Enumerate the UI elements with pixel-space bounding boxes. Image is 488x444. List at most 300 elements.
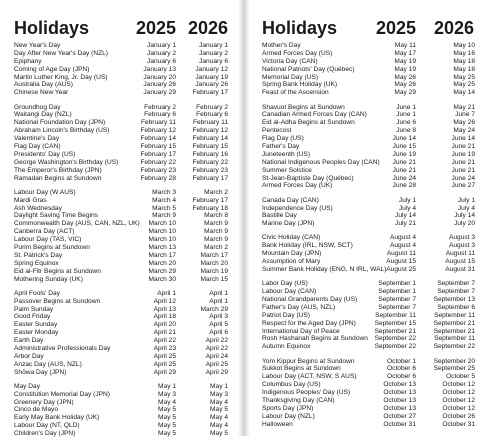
date-2026: June 7: [455, 111, 475, 119]
date-2025: September 15: [374, 319, 416, 327]
date-2026: February 17: [192, 89, 228, 97]
date-2025: August 15: [386, 258, 416, 266]
holiday-name: Labour Day (TAS, VIC): [14, 236, 82, 244]
holiday-name: Mountain Day (JPN): [262, 250, 322, 258]
holiday-name: Australia Day (AUS): [14, 81, 73, 89]
date-2025: February 17: [140, 150, 176, 158]
holiday-row: [0, 422, 240, 430]
holiday-row: [248, 111, 488, 119]
holiday-row: [0, 252, 240, 260]
holiday-row: [248, 304, 488, 312]
holiday-name: Flag Day (CAN): [14, 142, 61, 150]
holiday-row: [0, 228, 240, 236]
date-2026: May 25: [453, 73, 475, 81]
date-2026: May 16: [453, 49, 475, 57]
date-2026: March 8: [204, 212, 228, 220]
holiday-row: [0, 361, 240, 369]
holiday-row: [0, 406, 240, 414]
date-2025: February 15: [140, 142, 176, 150]
holiday-name: Autumn Equinox: [262, 343, 311, 351]
year-2025-heading: 2025: [135, 18, 176, 38]
holiday-row: [0, 414, 240, 422]
date-2025: June 1: [396, 111, 416, 119]
date-2026: February 14: [192, 135, 228, 143]
date-2025: May 17: [394, 49, 416, 57]
holiday-name: Groundhog Day: [14, 103, 61, 111]
holiday-row: [0, 329, 240, 337]
holiday-name: Abraham Lincoln's Birthday (US): [14, 127, 110, 135]
holiday-group: [0, 42, 240, 97]
holiday-name: Bank Holiday (IRL, NSW, SCT): [262, 242, 353, 250]
date-2025: February 28: [140, 174, 176, 182]
holiday-name: Shōwa Day (JPN): [14, 368, 67, 376]
holiday-row: [0, 353, 240, 361]
date-2025: August 4: [389, 234, 416, 242]
date-2026: October 5: [446, 373, 475, 381]
holiday-name: Pentecost: [262, 127, 292, 135]
date-2026: May 1: [210, 382, 228, 390]
holiday-row: [0, 175, 240, 183]
date-2026: March 2: [204, 188, 228, 196]
date-2025: May 26: [394, 73, 416, 81]
holiday-row: [0, 391, 240, 399]
year-2026-heading: 2026: [433, 18, 474, 38]
date-2025: August 4: [389, 242, 416, 250]
holiday-row: [0, 127, 240, 135]
date-2026: April 22: [205, 344, 228, 352]
holiday-name: Spring Equinox: [14, 259, 59, 267]
date-2026: January 2: [199, 49, 228, 57]
holiday-row: [0, 111, 240, 119]
holiday-name: Sports Day (JPN): [262, 404, 314, 412]
date-2025: September 7: [378, 296, 416, 304]
holiday-name: Armed Forces Day (US): [262, 49, 333, 57]
date-2026: June 14: [451, 135, 475, 143]
holiday-row: [0, 135, 240, 143]
holiday-name: Juneteenth (US): [262, 150, 311, 158]
date-2026: April 1: [209, 297, 228, 305]
date-2026: September 6: [437, 303, 475, 311]
holiday-group: [0, 290, 240, 377]
holiday-row: [0, 321, 240, 329]
holiday-name: Rosh Hashanah Begins at Sundown: [262, 335, 368, 343]
date-2026: May 18: [453, 65, 475, 73]
date-2026: July 20: [454, 220, 475, 228]
holiday-name: National Grandparents Day (US): [262, 296, 358, 304]
holiday-row: [248, 365, 488, 373]
date-2025: May 19: [394, 57, 416, 65]
holiday-name: National Patriots' Day (Québec): [262, 65, 355, 73]
date-2025: March 17: [148, 251, 176, 259]
date-2025: January 13: [143, 65, 176, 73]
date-2026: January 12: [195, 65, 228, 73]
date-2025: January 1: [147, 42, 176, 49]
holiday-name: Valentine's Day: [14, 135, 60, 143]
date-2025: April 25: [153, 352, 176, 360]
holiday-row: [0, 430, 240, 438]
holiday-row: [0, 298, 240, 306]
holiday-row: [248, 205, 488, 213]
date-2025: April 25: [153, 360, 176, 368]
date-2026: January 26: [195, 81, 228, 89]
holiday-row: [248, 50, 488, 58]
holiday-row: [248, 66, 488, 74]
date-2025: February 6: [144, 111, 176, 119]
date-2026: October 31: [442, 420, 475, 428]
date-2026: March 15: [200, 275, 228, 283]
holiday-name: Canberra Day (ACT): [14, 228, 75, 236]
holiday-group: [0, 104, 240, 183]
holiday-row: [0, 260, 240, 268]
date-2026: April 1: [209, 289, 228, 297]
date-2025: October 6: [387, 365, 416, 373]
holiday-name: Epiphany: [14, 57, 42, 65]
date-2026: March 9: [204, 220, 228, 228]
holiday-name: Good Friday: [14, 313, 51, 321]
holiday-row: [0, 81, 240, 89]
date-2025: May 29: [394, 89, 416, 97]
date-2025: September 7: [378, 303, 416, 311]
date-2025: June 21: [392, 158, 416, 166]
page-title: Holidays: [14, 18, 90, 38]
date-2026: October 12: [442, 381, 475, 389]
date-2025: October 1: [387, 357, 416, 365]
holiday-group: [0, 383, 240, 438]
date-2026: January 6: [199, 57, 228, 65]
holiday-row: [248, 234, 488, 242]
holiday-row: [0, 50, 240, 58]
date-2026: July 4: [457, 204, 475, 212]
date-2025: April 22: [153, 337, 176, 345]
holiday-row: [248, 119, 488, 127]
date-2025: May 5: [158, 430, 176, 438]
date-2025: January 26: [143, 81, 176, 89]
holiday-name: Labour Day (CAN): [262, 288, 317, 296]
date-2026: May 21: [453, 103, 475, 111]
date-2025: February 22: [140, 158, 176, 166]
holiday-row: [248, 182, 488, 190]
holiday-row: [0, 74, 240, 82]
holiday-name: Summer Solstice: [262, 166, 312, 174]
holiday-list-left: [0, 42, 240, 444]
holiday-row: [248, 405, 488, 413]
date-2025: August 25: [386, 266, 416, 274]
date-2026: February 6: [196, 111, 228, 119]
holiday-name: Anzac Day (AUS, NZL): [14, 360, 82, 368]
page-title: Holidays: [262, 18, 338, 38]
holiday-row: [248, 159, 488, 167]
holiday-row: [248, 421, 488, 429]
date-2026: September 11: [434, 335, 475, 343]
date-2025: January 6: [147, 57, 176, 65]
holiday-row: [0, 205, 240, 213]
date-2026: February 17: [192, 174, 228, 182]
date-2026: February 16: [192, 150, 228, 158]
holiday-name: Feast of the Ascension: [262, 89, 329, 97]
holiday-name: New Year's Day: [14, 42, 61, 49]
holiday-name: Flag Day (US): [262, 135, 304, 143]
date-2025: January 29: [143, 89, 176, 97]
date-2025: April 21: [153, 329, 176, 337]
holiday-name: Easter Monday: [14, 329, 59, 337]
date-2025: June 15: [392, 142, 416, 150]
date-2025: October 27: [383, 412, 416, 420]
date-2025: June 19: [392, 150, 416, 158]
holiday-row: [248, 280, 488, 288]
holiday-row: [248, 220, 488, 228]
holiday-row: [0, 313, 240, 321]
holiday-row: [0, 143, 240, 151]
date-2026: April 3: [209, 313, 228, 321]
date-2026: March 19: [200, 267, 228, 275]
holiday-group: [248, 197, 488, 229]
holiday-name: National Indigenous Peoples Day (CAN): [262, 158, 380, 166]
holiday-name: International Day of Peace: [262, 327, 340, 335]
date-2025: May 11: [394, 42, 416, 49]
holiday-name: Columbus Day (US): [262, 381, 321, 389]
left-header: [0, 18, 240, 42]
date-2026: September 11: [434, 311, 475, 319]
date-2026: May 24: [453, 127, 475, 135]
date-2025: June 6: [396, 119, 416, 127]
date-2025: April 29: [153, 368, 176, 376]
left-page: [0, 0, 240, 436]
date-2026: September 7: [437, 288, 475, 296]
date-2026: September 13: [433, 296, 475, 304]
holiday-name: Armed Forces Day (UK): [262, 182, 333, 190]
date-2026: August 15: [445, 258, 475, 266]
holiday-row: [248, 81, 488, 89]
holiday-group: [248, 42, 488, 97]
date-2025: October 31: [383, 420, 416, 428]
holiday-name: National Foundation Day (JPN): [14, 119, 106, 127]
date-2026: October 12: [442, 404, 475, 412]
date-2025: June 21: [392, 166, 416, 174]
date-2026: March 9: [204, 228, 228, 236]
holiday-group: [248, 280, 488, 351]
date-2025: September 1: [378, 280, 416, 288]
holiday-name: Labor Day (US): [262, 280, 308, 288]
holiday-row: [248, 381, 488, 389]
date-2026: October 12: [442, 389, 475, 397]
date-2026: June 21: [451, 142, 475, 150]
holiday-name: Purim Begins at Sundown: [14, 243, 90, 251]
holiday-row: [248, 373, 488, 381]
holiday-row: [0, 89, 240, 97]
date-2026: May 18: [453, 57, 475, 65]
holiday-name: Mardi Gras: [14, 196, 47, 204]
holiday-name: Martin Luther King, Jr. Day (US): [14, 73, 108, 81]
year-2025-heading: 2025: [375, 18, 416, 38]
holiday-name: Administrative Professionals Day: [14, 344, 111, 352]
date-2025: July 4: [398, 204, 416, 212]
date-2026: February 12: [192, 127, 228, 135]
date-2025: February 14: [140, 135, 176, 143]
holiday-name: Cinco de Mayo: [14, 406, 58, 414]
holiday-row: [248, 328, 488, 336]
date-2026: August 3: [448, 234, 475, 242]
holiday-name: George Washington's Birthday (US): [14, 158, 119, 166]
holiday-row: [248, 343, 488, 351]
date-2025: March 3: [152, 188, 176, 196]
date-2026: February 18: [192, 204, 228, 212]
date-2025: October 13: [383, 404, 416, 412]
date-2026: September 21: [433, 327, 475, 335]
date-2026: August 11: [445, 250, 475, 258]
date-2026: May 26: [453, 119, 475, 127]
holiday-row: [0, 151, 240, 159]
holiday-group: [0, 189, 240, 284]
date-2026: September 20: [433, 357, 475, 365]
date-2025: June 8: [396, 127, 416, 135]
holiday-row: [0, 290, 240, 298]
holiday-name: Assumption of Mary: [262, 258, 321, 266]
holiday-row: [248, 143, 488, 151]
holiday-row: [248, 58, 488, 66]
holiday-row: [248, 151, 488, 159]
holiday-name: Palm Sunday: [14, 305, 54, 313]
holiday-name: Mothering Sunday (UK): [14, 275, 83, 283]
date-2025: July 1: [398, 196, 416, 204]
holiday-name: Respect for the Aged Day (JPN): [262, 319, 356, 327]
holiday-row: [0, 189, 240, 197]
date-2025: March 13: [148, 243, 176, 251]
holiday-row: [0, 119, 240, 127]
holiday-name: Earth Day: [14, 337, 44, 345]
holiday-row: [0, 276, 240, 284]
date-2025: May 26: [394, 81, 416, 89]
date-2025: May 3: [158, 390, 176, 398]
year-2026-heading: 2026: [187, 18, 228, 38]
holiday-row: [248, 312, 488, 320]
date-2026: May 25: [453, 81, 475, 89]
date-2025: March 30: [148, 275, 176, 283]
date-2025: September 22: [374, 343, 416, 351]
date-2025: October 13: [383, 389, 416, 397]
holiday-row: [248, 175, 488, 183]
date-2025: May 5: [158, 406, 176, 414]
holiday-name: Spring Bank Holiday (UK): [262, 81, 338, 89]
date-2026: September 7: [437, 280, 475, 288]
holiday-name: Labour Day (NT, QLD): [14, 422, 80, 430]
holiday-row: [248, 167, 488, 175]
date-2026: April 6: [209, 329, 228, 337]
date-2025: July 21: [395, 220, 416, 228]
date-2025: April 20: [153, 321, 176, 329]
date-2025: February 2: [144, 103, 176, 111]
date-2026: January 19: [195, 73, 228, 81]
date-2025: March 10: [148, 220, 176, 228]
holiday-row: [0, 197, 240, 205]
holiday-row: [248, 74, 488, 82]
date-2026: August 31: [445, 266, 475, 274]
date-2025: March 10: [148, 236, 176, 244]
date-2026: May 4: [210, 422, 228, 430]
date-2025: April 1: [157, 289, 176, 297]
date-2026: February 23: [192, 166, 228, 174]
holiday-row: [0, 345, 240, 353]
holiday-name: Father's Day (AUS, NZL): [262, 303, 336, 311]
date-2025: March 5: [152, 204, 176, 212]
date-2025: September 22: [374, 335, 416, 343]
holiday-name: Indigenous Peoples' Day (US): [262, 389, 351, 397]
holiday-row: [0, 236, 240, 244]
date-2026: June 21: [451, 158, 475, 166]
holiday-row: [248, 397, 488, 405]
holiday-name: Constitution Memorial Day (JPN): [14, 390, 111, 398]
date-2025: October 13: [383, 397, 416, 404]
date-2026: April 25: [205, 360, 228, 368]
holiday-row: [0, 337, 240, 345]
holiday-name: Daylight Saving Time Begins: [14, 212, 98, 220]
holiday-group: [248, 104, 488, 191]
holiday-row: [0, 167, 240, 175]
holiday-row: [0, 159, 240, 167]
holiday-row: [0, 369, 240, 377]
holiday-name: St. Patrick's Day: [14, 251, 63, 259]
date-2025: March 10: [148, 228, 176, 236]
holiday-name: Passover Begins at Sundown: [14, 297, 101, 305]
date-2026: February 15: [192, 142, 228, 150]
holiday-name: Memorial Day (US): [262, 73, 319, 81]
holiday-name: Independence Day (US): [262, 204, 333, 212]
holiday-list-right: [248, 42, 488, 435]
date-2025: June 28: [392, 182, 416, 190]
holiday-row: [0, 212, 240, 220]
date-2025: April 18: [153, 313, 176, 321]
holiday-row: [0, 244, 240, 252]
holiday-name: Mother's Day: [262, 42, 301, 49]
date-2025: July 14: [395, 212, 416, 220]
holiday-row: [0, 268, 240, 276]
date-2026: March 17: [200, 251, 228, 259]
holiday-row: [248, 413, 488, 421]
holiday-row: [248, 288, 488, 296]
date-2026: October 12: [442, 397, 475, 404]
date-2026: May 4: [210, 414, 228, 422]
date-2026: March 20: [200, 259, 228, 267]
holiday-row: [248, 42, 488, 50]
holiday-name: Sukkot Begins at Sundown: [262, 365, 341, 373]
holiday-group: [248, 234, 488, 273]
holiday-name: Arbor Day: [14, 352, 44, 360]
date-2025: May 5: [158, 422, 176, 430]
date-2026: May 5: [210, 430, 228, 438]
holiday-name: Canada Day (CAN): [262, 196, 319, 204]
holiday-name: Greenery Day (JPN): [14, 398, 74, 406]
date-2026: February 11: [192, 119, 228, 127]
holiday-name: Father's Day: [262, 142, 300, 150]
holiday-row: [248, 104, 488, 112]
date-2025: March 4: [152, 196, 176, 204]
date-2026: July 14: [454, 212, 475, 220]
date-2025: May 4: [158, 398, 176, 406]
holiday-name: Waitangi Day (NZL): [14, 111, 72, 119]
holiday-row: [248, 320, 488, 328]
holiday-row: [248, 242, 488, 250]
date-2025: May 5: [158, 414, 176, 422]
date-2025: October 13: [383, 381, 416, 389]
holiday-row: [0, 58, 240, 66]
holiday-name: Day After New Year's Day (NZL): [14, 49, 108, 57]
holiday-name: Early May Bank Holiday (UK): [14, 414, 100, 422]
date-2025: September 21: [374, 327, 416, 335]
date-2026: February 17: [192, 196, 228, 204]
holiday-name: Summer Bank Holiday (ENG, N IRL, WAL): [262, 266, 387, 274]
date-2026: April 29: [205, 368, 228, 376]
date-2025: March 9: [152, 212, 176, 220]
holiday-name: Labour Day (ACT, NSW, S AUS): [262, 373, 357, 381]
